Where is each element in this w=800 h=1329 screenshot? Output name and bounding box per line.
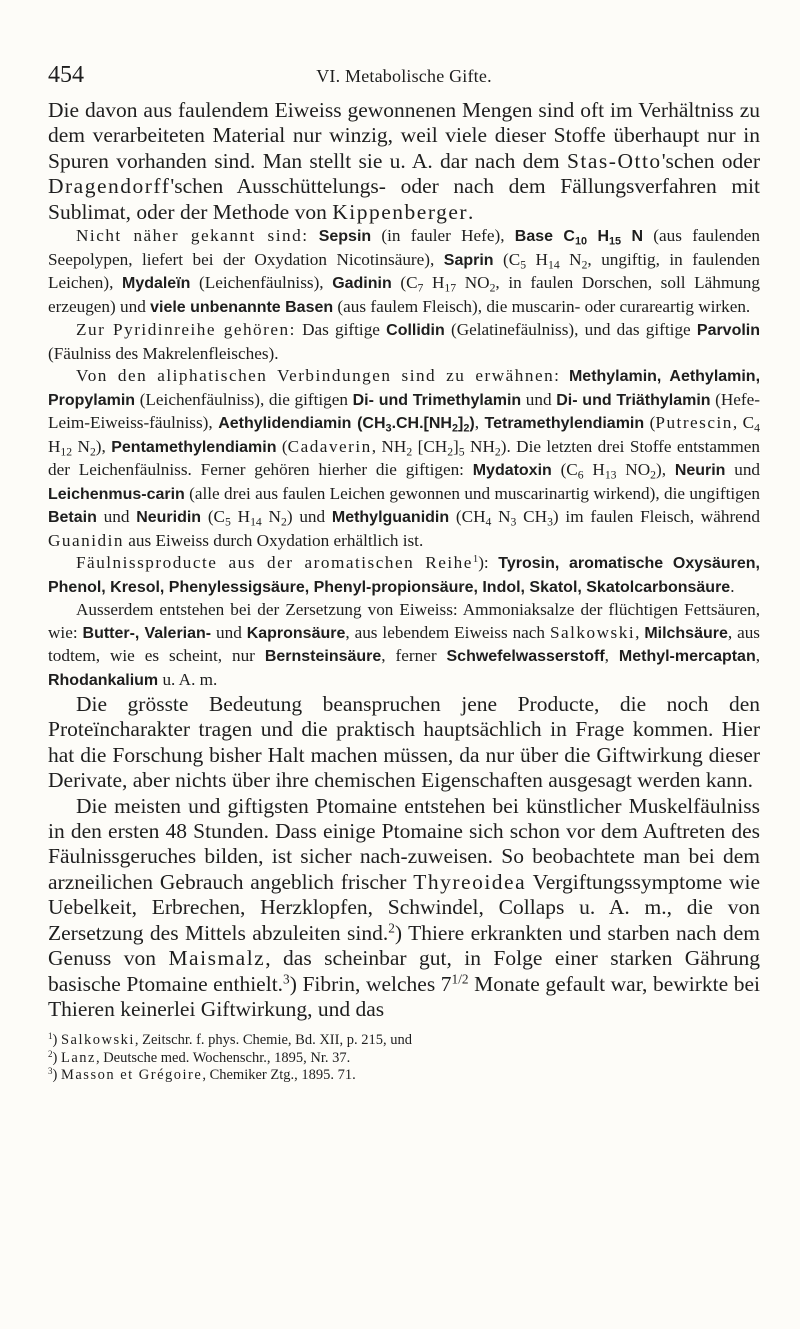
name-dragendorff: Dragendorff [48,174,171,199]
paragraph-protein-character: Die grösste Bedeutung beanspruchen jene Producte, die noch den Proteïncharakter tragen und die praktisch hauptsächlich in Frage kommen. Hier hat die Forschung bisher Halt machen müssen, da nur über die Giftwirkung dieser Derivate, aber nichts über ihre chemischen Eigenschaften ausgesagt werden kann. [48,692,760,793]
footnotes [48,1032,760,1085]
paragraph-unknown-bases: Nicht näher gekannt sind: Sepsin (in fauler Hefe), Base $C_{10}$ $H_{15}$ N (aus faulenden Seepolypen, liefert bei der Oxydation Nicotinsäure), Saprin ($C_5$ $H_{14}$ $N_2$, ungiftig, in faulenden Leichen), Mydaleïn (Leichenfäulniss), Gadinin ($C_7$ $H_{17}$ $NO_2$, in faulen Dorschen, soll Lähmung erzeugen) und viele unbenannte Basen (aus faulem Fleisch), die muscarin- oder curareartig wirken. [48,226,761,316]
paragraph-pyridine: Zur Pyridinreihe gehören: Das giftige Collidin (Gelatinefäulniss), und das giftige Parvolin (Fäulniss des Makrelenfleisches). [48,320,760,363]
footnote-3: $^3$) Masson et Grégoire, Chemiker Ztg., 1895. 71. [48,1066,356,1084]
footnote-ref-3: 3 [283,971,290,987]
footnote-1: $^1$) Salkowski, Zeitschr. f. phys. Chemie, Bd. XII, p. 215, und [48,1031,412,1049]
page-number: 454 [48,62,84,88]
running-title: VI. Metabolische Gifte. [316,66,492,86]
paragraph-aliphatic: Von den aliphatischen Verbindungen sind zu erwähnen: Methylamin, Aethylamin, Propylamin (Leichenfäulniss), die giftigen Di- und Trimethylamin und Di- und Triäthylamin (Hefe-Leim-Eiweiss-fäulniss), Aethylidendiamin $(CH_3.CH.[NH_2]_2)$, Tetramethylendiamin (Putrescin, $C_4$ $H_{12}$ $N_2$), Pentamethylendiamin (Cadaverin, $NH_2$ $[CH_2]_5$ $NH_2$). Die letzten drei Stoffe entstammen der Leichenfäulniss. Ferner gehören hierher die giftigen: Mydatoxin ($C_6$ $H_{13}$ $NO_2$), Neurin und Leichenmus-carin (alle drei aus faulen Leichen gewonnen und muscarinartig wirkend), die ungiftigen Betain und Neuridin ($C_5$ $H_{14}$ $N_2$) und Methylguanidin ($CH_4$ $N_3$ $CH_3$) im faulen Fleisch, während Guanidin aus Eiweiss durch Oxydation erhältlich ist. [48,366,761,550]
page-header [48,62,760,98]
paragraph-muscle-putrefaction: Die meisten und giftigsten Ptomaine entstehen bei künstlicher Muskelfäulniss in den ersten 48 Stunden. Dass einige Ptomaine sich schon vor dem Auftreten des Fäulnissgeruches bilden, ist sicher nach-zuweisen. So beobachtete man bei dem arzneilichen Gebrauch angeblich frischer Thyreoidea Vergiftungssymptome wie Uebelkeit, Erbrechen, Herzklopfen, Schwindel, Collaps u. A. m., die von Zersetzung des Mittels abzuleiten sind.$^2$) Thiere erkrankten und starben nach dem Genuss von Maismalz, das scheinbar gut, in Folge einer starken Gährung basische Ptomaine enthielt.$^3$) Fibrin, welches $7^{1/2}$ Monate gefault war, bewirkte bei Thieren keinerlei Giftwirkung, und das [48,793,761,1021]
paragraph-aromatic: Fäulnissproducte aus der aromatischen Reihe$^1$): Tyrosin, aromatische Oxysäuren, Phenol, Kresol, Phenylessigsäure, Phenyl-propionsäure, Indol, Skatol, Skatolcarbonsäure. [48,553,760,596]
footnote-ref-1: 1 [472,554,479,566]
name-stas-otto: Stas-Otto [566,148,662,173]
footnote-ref-2: 2 [388,920,395,936]
paragraph-decomposition: Ausserdem entstehen bei der Zersetzung von Eiweiss: Ammoniaksalze der flüchtigen Fettsäuren, wie: Butter-, Valerian- und Kapronsäure, aus lebendem Eiweiss nach Salkowski, Milchsäure, aus todtem, wie es scheint, nur Bernsteinsäure, ferner Schwefelwasserstoff, Methyl-mercaptan, Rhodankalium u. A. m. [48,600,761,689]
book-page [48,62,760,1085]
footnote-2: $^2$) Lanz, Deutsche med. Wochenschr., 1895, Nr. 37. [48,1048,351,1066]
paragraph-extraction: Die davon aus faulendem Eiweiss gewonnenen Mengen sind oft im Verhältniss zu dem verarbeiteten Material nur winzig, weil viele dieser Stoffe überhaupt nur in Spuren vorhanden sind. Man stellt sie u. A. dar nach dem Stas-Otto'schen oder Dragendorff'schen Ausschüttelungs- oder nach dem Fällungsverfahren mit Sublimat, oder der Methode von Kippenberger. [48,98,760,224]
name-kippenberger: Kippenberger [332,199,469,224]
